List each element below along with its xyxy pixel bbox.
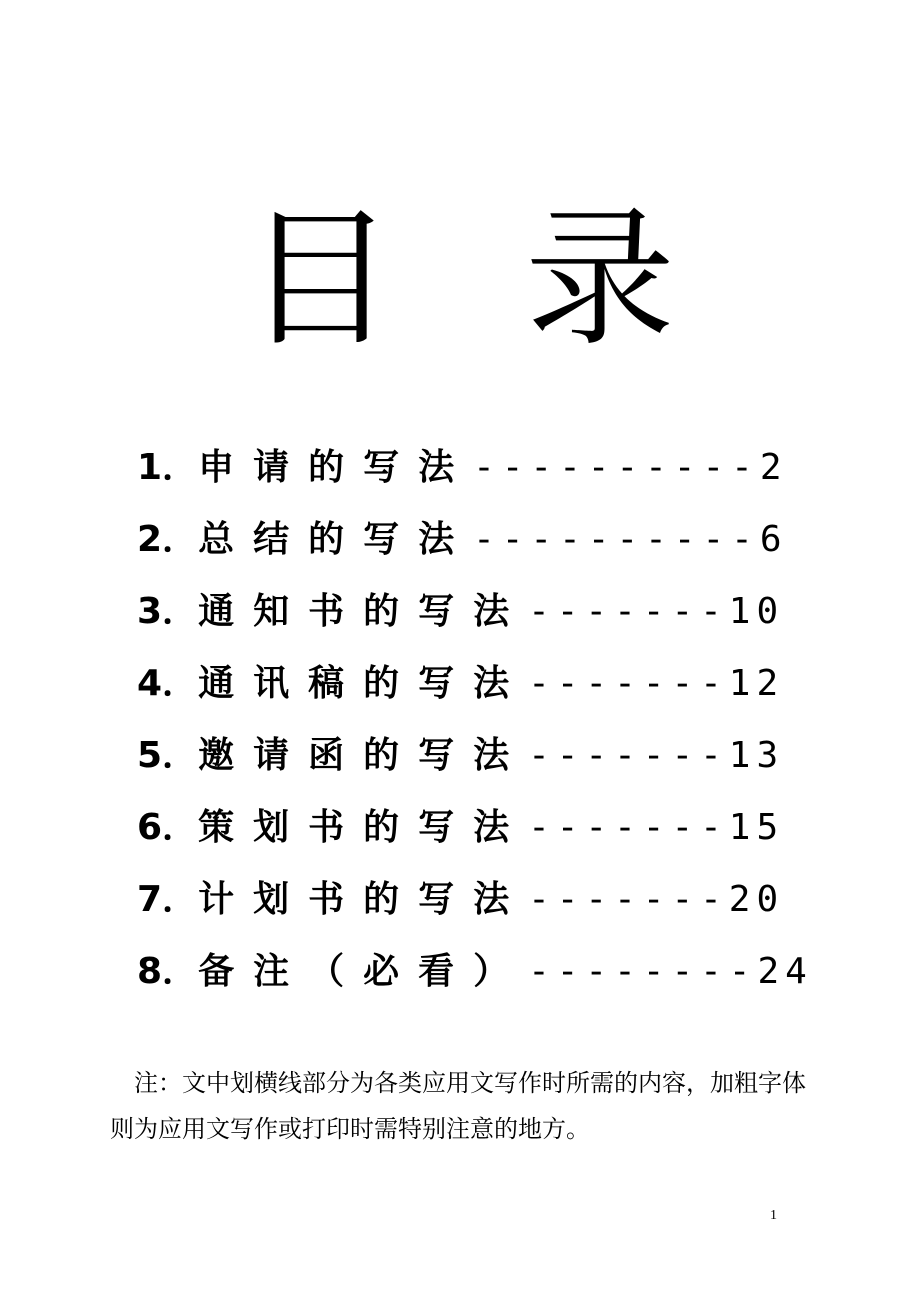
toc-entry-8[interactable] (137, 936, 813, 1008)
toc-page-number: 2 (759, 447, 788, 488)
toc-entry-number: 1． (137, 447, 199, 488)
toc-entry-1[interactable] (137, 432, 788, 504)
toc-entry-number: 8． (137, 951, 199, 992)
toc-entry-5[interactable] (137, 720, 785, 792)
toc-page-number: 12 (728, 663, 785, 704)
toc-entry-title: 策划书的写法 (198, 807, 529, 848)
toc-page-number: 6 (759, 519, 788, 560)
toc-page-number: 13 (728, 735, 785, 776)
toc-leader-dashes: ------- (528, 591, 729, 632)
toc-leader-dashes: ------- (528, 735, 729, 776)
toc-entry-number: 5． (137, 735, 199, 776)
toc-entry-title: 备注（必看） (198, 951, 529, 992)
toc-page-number: 20 (728, 879, 785, 920)
toc-entry-number: 3． (137, 591, 199, 632)
toc-entry-title: 总结的写法 (198, 519, 474, 560)
toc-leader-dashes: ---------- (473, 519, 760, 560)
toc-page-number: 24 (757, 951, 813, 992)
title-char-1: 目 (245, 193, 396, 367)
toc-entry-number: 4． (137, 663, 199, 704)
toc-entry-title: 通讯稿的写法 (198, 663, 529, 704)
title-char-2: 录 (525, 193, 676, 367)
toc-entry-title: 通知书的写法 (198, 591, 529, 632)
toc-page-number: 10 (728, 591, 785, 632)
toc-entry-6[interactable] (137, 792, 785, 864)
toc-entry-title: 申请的写法 (198, 447, 474, 488)
toc-entry-2[interactable] (137, 504, 788, 576)
table-of-contents (137, 432, 813, 1008)
toc-entry-3[interactable] (137, 576, 785, 648)
toc-entry-number: 6． (137, 807, 199, 848)
toc-leader-dashes: ---------- (473, 447, 760, 488)
toc-entry-number: 7． (137, 879, 199, 920)
toc-entry-7[interactable] (137, 864, 785, 936)
toc-entry-title: 计划书的写法 (198, 879, 529, 920)
toc-leader-dashes: ------- (528, 879, 729, 920)
page-title (0, 193, 920, 367)
toc-leader-dashes: ------- (528, 807, 729, 848)
toc-page-number: 15 (728, 807, 785, 848)
toc-entry-number: 2． (137, 519, 199, 560)
page-number: 1 (770, 1208, 777, 1223)
toc-leader-dashes: -------- (528, 951, 758, 992)
footnote-text: 注：文中划横线部分为各类应用文写作时所需的内容，加粗字体则为应用文写作或打印时需特别注意的地方。 (110, 1069, 806, 1143)
toc-entry-4[interactable] (137, 648, 785, 720)
toc-entry-title: 邀请函的写法 (198, 735, 529, 776)
toc-leader-dashes: ------- (528, 663, 729, 704)
